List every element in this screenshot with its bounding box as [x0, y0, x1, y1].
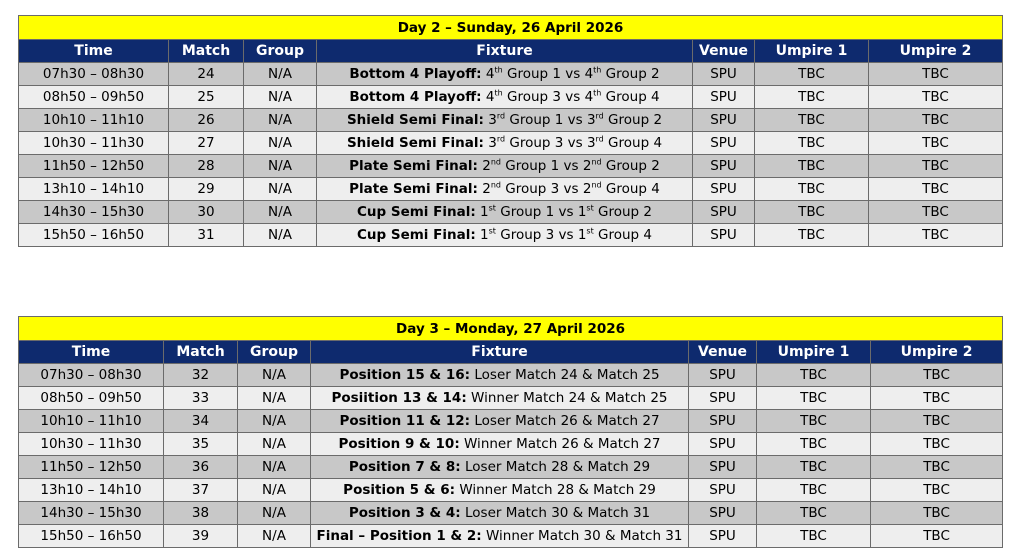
fixture-text: 4	[481, 66, 495, 82]
fixture-text: 1	[475, 227, 489, 243]
fixture-cell	[311, 525, 689, 548]
match-cell: 35	[164, 433, 238, 456]
header-match: Match	[169, 40, 244, 63]
table-row	[19, 479, 1003, 502]
header-umpire-2: Umpire 2	[871, 341, 1003, 364]
fixture-label: Plate Semi Final:	[349, 181, 478, 197]
fixture-text: Group 1 vs 2	[500, 158, 592, 174]
fixture-text: Group 2	[603, 112, 663, 128]
time-cell: 07h30 – 08h30	[19, 63, 169, 86]
time-cell: 11h50 – 12h50	[19, 155, 169, 178]
match-cell: 28	[169, 155, 244, 178]
day2-rows	[19, 63, 1003, 247]
fixture-text: Group 2	[593, 204, 653, 220]
table-row	[19, 456, 1003, 479]
venue-cell: SPU	[689, 502, 757, 525]
header-umpire-1: Umpire 1	[757, 341, 871, 364]
match-cell: 25	[169, 86, 244, 109]
time-cell: 15h50 – 16h50	[19, 525, 164, 548]
fixture-label: Shield Semi Final:	[346, 112, 484, 128]
fixture-text: Group 1 vs 3	[505, 112, 596, 128]
fixture-cell	[311, 364, 689, 387]
fixture-cell	[317, 109, 693, 132]
fixture-text: Loser Match 28 & Match 29	[460, 459, 651, 475]
venue-cell: SPU	[689, 456, 757, 479]
day3-rows	[19, 364, 1003, 548]
table-row	[19, 387, 1003, 410]
fixture-cell	[311, 479, 689, 502]
ordinal-suffix: st	[488, 203, 496, 213]
day2-schedule-table	[18, 15, 1003, 247]
match-cell: 26	[169, 109, 244, 132]
fixture-cell	[311, 456, 689, 479]
fixture-cell	[317, 86, 693, 109]
fixture-text: Loser Match 30 & Match 31	[460, 505, 651, 521]
venue-cell: SPU	[693, 224, 755, 247]
venue-cell: SPU	[693, 109, 755, 132]
fixture-text: Group 4	[603, 135, 663, 151]
table-row	[19, 109, 1003, 132]
header-fixture: Fixture	[317, 40, 693, 63]
fixture-text: Loser Match 26 & Match 27	[470, 413, 660, 429]
match-cell: 39	[164, 525, 238, 548]
group-cell: N/A	[238, 387, 311, 410]
time-cell: 10h30 – 11h30	[19, 433, 164, 456]
fixture-cell	[311, 387, 689, 410]
umpire-2-cell: TBC	[871, 387, 1003, 410]
header-time: Time	[19, 40, 169, 63]
table-row	[19, 86, 1003, 109]
match-cell: 33	[164, 387, 238, 410]
fixture-label: Position 11 & 12:	[339, 413, 471, 429]
group-cell: N/A	[244, 132, 317, 155]
venue-cell: SPU	[693, 86, 755, 109]
umpire-2-cell: TBC	[871, 456, 1003, 479]
ordinal-suffix: st	[586, 226, 594, 236]
match-cell: 34	[164, 410, 238, 433]
match-cell: 27	[169, 132, 244, 155]
fixture-text: 1	[475, 204, 489, 220]
umpire-1-cell: TBC	[757, 456, 871, 479]
group-cell: N/A	[244, 201, 317, 224]
group-cell: N/A	[244, 178, 317, 201]
ordinal-suffix: st	[488, 226, 496, 236]
fixture-text: 2	[477, 181, 491, 197]
fixture-label: Position 15 & 16:	[339, 367, 471, 383]
match-cell: 36	[164, 456, 238, 479]
fixture-label: Plate Semi Final:	[349, 158, 478, 174]
umpire-2-cell: TBC	[871, 479, 1003, 502]
match-cell: 29	[169, 178, 244, 201]
fixture-text: Winner Match 30 & Match 31	[481, 528, 683, 544]
group-cell: N/A	[244, 224, 317, 247]
venue-cell: SPU	[689, 387, 757, 410]
venue-cell: SPU	[693, 132, 755, 155]
fixture-text: Group 2	[601, 158, 660, 174]
venue-cell: SPU	[689, 410, 757, 433]
time-cell: 10h10 – 11h10	[19, 109, 169, 132]
match-cell: 37	[164, 479, 238, 502]
fixture-text: Group 4	[593, 227, 653, 243]
match-cell: 24	[169, 63, 244, 86]
fixture-label: Cup Semi Final:	[356, 204, 476, 220]
umpire-2-cell: TBC	[869, 155, 1003, 178]
table-row	[19, 63, 1003, 86]
table-row	[19, 364, 1003, 387]
venue-cell: SPU	[689, 479, 757, 502]
umpire-2-cell: TBC	[869, 63, 1003, 86]
time-cell: 08h50 – 09h50	[19, 387, 164, 410]
time-cell: 10h10 – 11h10	[19, 410, 164, 433]
group-cell: N/A	[238, 410, 311, 433]
fixture-cell	[317, 132, 693, 155]
venue-cell: SPU	[693, 201, 755, 224]
fixture-label: Bottom 4 Playoff:	[349, 66, 482, 82]
group-cell: N/A	[238, 525, 311, 548]
ordinal-suffix: nd	[591, 157, 602, 167]
umpire-1-cell: TBC	[757, 387, 871, 410]
fixture-text: Winner Match 28 & Match 29	[455, 482, 656, 498]
umpire-2-cell: TBC	[871, 410, 1003, 433]
group-cell: N/A	[238, 364, 311, 387]
venue-cell: SPU	[689, 364, 757, 387]
header-time: Time	[19, 341, 164, 364]
ordinal-suffix: nd	[490, 180, 501, 190]
umpire-1-cell: TBC	[757, 410, 871, 433]
group-cell: N/A	[244, 63, 317, 86]
fixture-text: Loser Match 24 & Match 25	[470, 367, 660, 383]
ordinal-suffix: rd	[496, 134, 506, 144]
fixture-text: Group 3 vs 4	[502, 89, 594, 105]
fixture-cell	[317, 63, 693, 86]
match-cell: 32	[164, 364, 238, 387]
header-umpire-1: Umpire 1	[755, 40, 869, 63]
table-row	[19, 410, 1003, 433]
fixture-text: Group 4	[601, 181, 660, 197]
ordinal-suffix: th	[494, 65, 503, 75]
time-cell: 14h30 – 15h30	[19, 201, 169, 224]
group-cell: N/A	[238, 502, 311, 525]
fixture-text: 2	[477, 158, 491, 174]
fixture-text: Group 3 vs 3	[505, 135, 596, 151]
umpire-2-cell: TBC	[871, 525, 1003, 548]
fixture-text: 3	[483, 135, 497, 151]
venue-cell: SPU	[693, 155, 755, 178]
fixture-text: 3	[483, 112, 497, 128]
fixture-label: Position 9 & 10:	[338, 436, 460, 452]
umpire-2-cell: TBC	[869, 201, 1003, 224]
header-group: Group	[244, 40, 317, 63]
group-cell: N/A	[238, 433, 311, 456]
umpire-2-cell: TBC	[871, 433, 1003, 456]
fixture-text: Group 2	[601, 66, 660, 82]
fixture-cell	[311, 502, 689, 525]
day2-title: Day 2 – Sunday, 26 April 2026	[19, 16, 1003, 40]
group-cell: N/A	[244, 155, 317, 178]
ordinal-suffix: rd	[595, 134, 604, 144]
umpire-1-cell: TBC	[755, 63, 869, 86]
ordinal-suffix: nd	[490, 157, 501, 167]
umpire-1-cell: TBC	[755, 155, 869, 178]
fixture-cell	[311, 433, 689, 456]
ordinal-suffix: th	[593, 65, 602, 75]
umpire-2-cell: TBC	[869, 224, 1003, 247]
group-cell: N/A	[238, 456, 311, 479]
fixture-text: Group 3 vs 2	[500, 181, 592, 197]
umpire-1-cell: TBC	[757, 479, 871, 502]
fixture-label: Position 3 & 4:	[348, 505, 461, 521]
fixture-text: Group 1 vs 1	[495, 204, 587, 220]
time-cell: 14h30 – 15h30	[19, 502, 164, 525]
umpire-1-cell: TBC	[755, 86, 869, 109]
ordinal-suffix: rd	[595, 111, 604, 121]
fixture-text: Winner Match 26 & Match 27	[459, 436, 661, 452]
venue-cell: SPU	[693, 63, 755, 86]
time-cell: 10h30 – 11h30	[19, 132, 169, 155]
venue-cell: SPU	[693, 178, 755, 201]
header-group: Group	[238, 341, 311, 364]
ordinal-suffix: th	[494, 88, 503, 98]
match-cell: 30	[169, 201, 244, 224]
fixture-text: Group 3 vs 1	[495, 227, 587, 243]
umpire-1-cell: TBC	[755, 109, 869, 132]
day3-title: Day 3 – Monday, 27 April 2026	[19, 317, 1003, 341]
time-cell: 15h50 – 16h50	[19, 224, 169, 247]
time-cell: 11h50 – 12h50	[19, 456, 164, 479]
fixture-cell	[311, 410, 689, 433]
table-row	[19, 525, 1003, 548]
fixture-label: Position 5 & 6:	[343, 482, 456, 498]
header-fixture: Fixture	[311, 341, 689, 364]
table-row	[19, 433, 1003, 456]
table-row	[19, 155, 1003, 178]
fixture-label: Bottom 4 Playoff:	[349, 89, 482, 105]
ordinal-suffix: th	[593, 88, 602, 98]
fixture-text: 4	[481, 89, 495, 105]
day3-schedule-table	[18, 316, 1003, 548]
table-row	[19, 224, 1003, 247]
fixture-text: Winner Match 24 & Match 25	[466, 390, 668, 406]
umpire-1-cell: TBC	[755, 201, 869, 224]
ordinal-suffix: nd	[591, 180, 602, 190]
match-cell: 31	[169, 224, 244, 247]
umpire-2-cell: TBC	[869, 109, 1003, 132]
fixture-text: Group 4	[601, 89, 660, 105]
umpire-2-cell: TBC	[871, 502, 1003, 525]
umpire-1-cell: TBC	[757, 502, 871, 525]
fixture-label: Cup Semi Final:	[356, 227, 476, 243]
fixture-cell	[317, 224, 693, 247]
group-cell: N/A	[244, 86, 317, 109]
header-match: Match	[164, 341, 238, 364]
header-venue: Venue	[693, 40, 755, 63]
time-cell: 13h10 – 14h10	[19, 479, 164, 502]
umpire-1-cell: TBC	[757, 525, 871, 548]
umpire-2-cell: TBC	[871, 364, 1003, 387]
fixture-label: Final – Position 1 & 2:	[316, 528, 482, 544]
match-cell: 38	[164, 502, 238, 525]
table-row	[19, 502, 1003, 525]
umpire-2-cell: TBC	[869, 132, 1003, 155]
ordinal-suffix: rd	[496, 111, 506, 121]
umpire-1-cell: TBC	[755, 224, 869, 247]
table-row	[19, 201, 1003, 224]
umpire-2-cell: TBC	[869, 178, 1003, 201]
header-umpire-2: Umpire 2	[869, 40, 1003, 63]
fixture-cell	[317, 178, 693, 201]
time-cell: 08h50 – 09h50	[19, 86, 169, 109]
table-row	[19, 178, 1003, 201]
time-cell: 07h30 – 08h30	[19, 364, 164, 387]
header-venue: Venue	[689, 341, 757, 364]
fixture-text: Group 1 vs 4	[502, 66, 594, 82]
group-cell: N/A	[244, 109, 317, 132]
time-cell: 13h10 – 14h10	[19, 178, 169, 201]
fixture-cell	[317, 155, 693, 178]
umpire-2-cell: TBC	[869, 86, 1003, 109]
fixture-cell	[317, 201, 693, 224]
fixture-label: Posiition 13 & 14:	[331, 390, 467, 406]
umpire-1-cell: TBC	[757, 364, 871, 387]
umpire-1-cell: TBC	[755, 132, 869, 155]
group-cell: N/A	[238, 479, 311, 502]
umpire-1-cell: TBC	[757, 433, 871, 456]
table-row	[19, 132, 1003, 155]
umpire-1-cell: TBC	[755, 178, 869, 201]
venue-cell: SPU	[689, 433, 757, 456]
ordinal-suffix: st	[586, 203, 594, 213]
fixture-label: Position 7 & 8:	[348, 459, 461, 475]
venue-cell: SPU	[689, 525, 757, 548]
fixture-label: Shield Semi Final:	[346, 135, 484, 151]
